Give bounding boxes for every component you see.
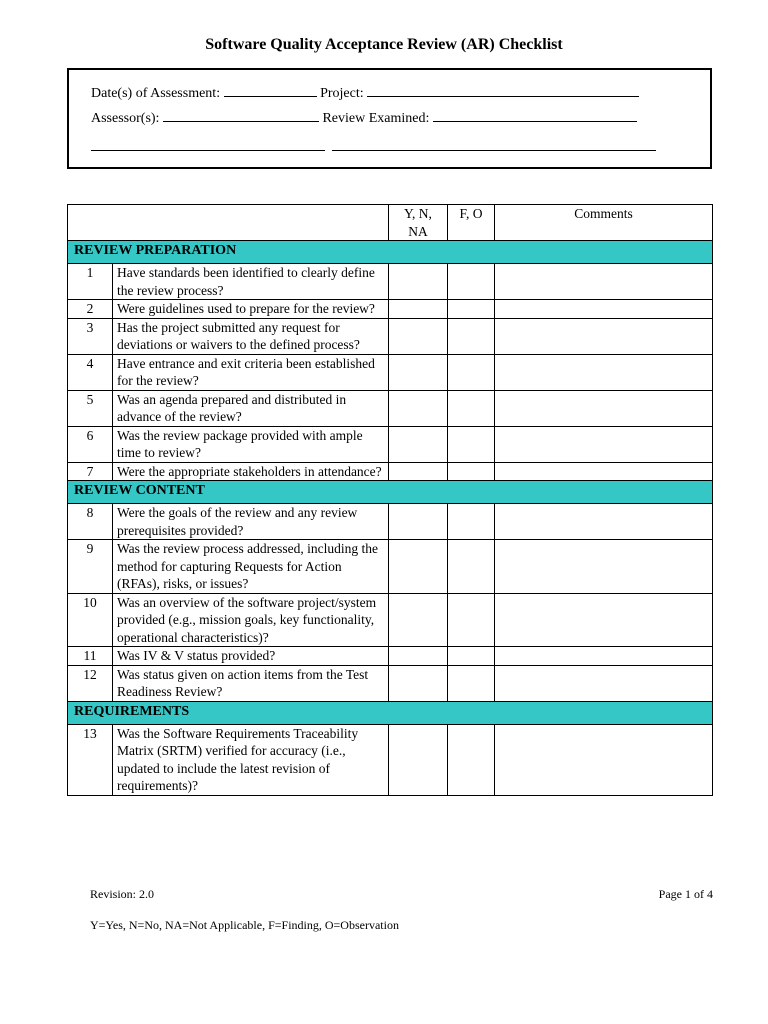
checklist-row xyxy=(68,354,713,390)
ynna-response-cell[interactable] xyxy=(389,647,448,666)
item-question: Was the review process addressed, including the method for capturing Requests for Action (RFAs), risks, or issues? xyxy=(113,540,389,594)
section-header-row xyxy=(68,481,713,504)
checklist-row xyxy=(68,462,713,481)
item-number: 7 xyxy=(68,462,113,481)
item-number: 1 xyxy=(68,264,113,300)
ynna-response-cell[interactable] xyxy=(389,593,448,647)
item-number: 2 xyxy=(68,300,113,319)
fo-response-cell[interactable] xyxy=(448,462,495,481)
comments-cell[interactable] xyxy=(495,264,713,300)
review-examined-label: Review Examined: xyxy=(322,111,430,126)
item-question: Were the appropriate stakeholders in attendance? xyxy=(113,462,389,481)
document-title: Software Quality Acceptance Review (AR) Checklist xyxy=(205,36,563,53)
ynna-response-cell[interactable] xyxy=(389,390,448,426)
comments-cell[interactable] xyxy=(495,354,713,390)
checklist-row xyxy=(68,665,713,701)
checklist-row xyxy=(68,390,713,426)
item-number: 12 xyxy=(68,665,113,701)
ynna-response-cell[interactable] xyxy=(389,540,448,594)
ynna-header: Y, N, NA xyxy=(389,205,448,241)
item-question: Was an agenda prepared and distributed in advance of the review? xyxy=(113,390,389,426)
comments-cell[interactable] xyxy=(495,665,713,701)
ynna-response-cell[interactable] xyxy=(389,300,448,319)
project-field[interactable] xyxy=(367,95,639,97)
item-number: 4 xyxy=(68,354,113,390)
ynna-response-cell[interactable] xyxy=(389,504,448,540)
item-number: 8 xyxy=(68,504,113,540)
ynna-response-cell[interactable] xyxy=(389,354,448,390)
ynna-response-cell[interactable] xyxy=(389,426,448,462)
fo-response-cell[interactable] xyxy=(448,354,495,390)
comments-cell[interactable] xyxy=(495,593,713,647)
comments-cell[interactable] xyxy=(495,390,713,426)
ynna-response-cell[interactable] xyxy=(389,724,448,795)
fo-response-cell[interactable] xyxy=(448,300,495,319)
checklist-row xyxy=(68,647,713,666)
checklist-row xyxy=(68,300,713,319)
item-question: Was status given on action items from the Test Readiness Review? xyxy=(113,665,389,701)
comments-cell[interactable] xyxy=(495,504,713,540)
comments-cell[interactable] xyxy=(495,462,713,481)
info-row-1 xyxy=(91,86,639,102)
section-title: REQUIREMENTS xyxy=(68,701,713,724)
checklist-row xyxy=(68,318,713,354)
fo-response-cell[interactable] xyxy=(448,504,495,540)
ynna-response-cell[interactable] xyxy=(389,318,448,354)
checklist-row xyxy=(68,504,713,540)
comments-header: Comments xyxy=(495,205,713,241)
fo-response-cell[interactable] xyxy=(448,540,495,594)
extra-field-line-left[interactable] xyxy=(91,150,325,151)
ynna-response-cell[interactable] xyxy=(389,665,448,701)
item-question: Have standards been identified to clearly define the review process? xyxy=(113,264,389,300)
fo-response-cell[interactable] xyxy=(448,426,495,462)
extra-field-line-right[interactable] xyxy=(332,150,656,151)
item-number: 3 xyxy=(68,318,113,354)
item-question: Was the review package provided with ample time to review? xyxy=(113,426,389,462)
review-examined-field[interactable] xyxy=(433,120,637,122)
item-question: Was IV & V status provided? xyxy=(113,647,389,666)
item-number: 5 xyxy=(68,390,113,426)
ynna-response-cell[interactable] xyxy=(389,264,448,300)
fo-response-cell[interactable] xyxy=(448,264,495,300)
checklist-row xyxy=(68,593,713,647)
item-question: Was an overview of the software project/system provided (e.g., mission goals, key functionality, operational characteristics)? xyxy=(113,593,389,647)
item-question: Were the goals of the review and any review prerequisites provided? xyxy=(113,504,389,540)
item-question: Have entrance and exit criteria been established for the review? xyxy=(113,354,389,390)
item-number: 13 xyxy=(68,724,113,795)
dates-label: Date(s) of Assessment: xyxy=(91,86,221,101)
fo-response-cell[interactable] xyxy=(448,724,495,795)
fo-header: F, O xyxy=(448,205,495,241)
item-number: 10 xyxy=(68,593,113,647)
assessment-info-box xyxy=(67,68,712,169)
fo-response-cell[interactable] xyxy=(448,665,495,701)
fo-response-cell[interactable] xyxy=(448,318,495,354)
comments-cell[interactable] xyxy=(495,318,713,354)
project-label: Project: xyxy=(320,86,364,101)
fo-response-cell[interactable] xyxy=(448,593,495,647)
assessor-field[interactable] xyxy=(163,120,319,122)
dates-field[interactable] xyxy=(224,95,317,97)
comments-cell[interactable] xyxy=(495,647,713,666)
checklist-row xyxy=(68,724,713,795)
ynna-response-cell[interactable] xyxy=(389,462,448,481)
item-number: 6 xyxy=(68,426,113,462)
fo-response-cell[interactable] xyxy=(448,647,495,666)
header-row xyxy=(68,205,713,241)
comments-cell[interactable] xyxy=(495,540,713,594)
section-header-row xyxy=(68,701,713,724)
item-number: 9 xyxy=(68,540,113,594)
checklist-row xyxy=(68,264,713,300)
comments-cell[interactable] xyxy=(495,724,713,795)
page-number: Page 1 of 4 xyxy=(658,887,713,901)
checklist-table xyxy=(67,204,713,796)
checklist-body xyxy=(68,241,713,796)
checklist-row xyxy=(68,540,713,594)
checklist-row xyxy=(68,426,713,462)
item-number: 11 xyxy=(68,647,113,666)
info-row-2 xyxy=(91,111,637,127)
comments-cell[interactable] xyxy=(495,426,713,462)
item-question: Was the Software Requirements Traceability Matrix (SRTM) verified for accuracy (i.e., updated to include the latest revision of requirements)? xyxy=(113,724,389,795)
fo-response-cell[interactable] xyxy=(448,390,495,426)
comments-cell[interactable] xyxy=(495,300,713,319)
legend-text: Y=Yes, N=No, NA=Not Applicable, F=Finding, O=Observation xyxy=(90,918,399,932)
section-title: REVIEW CONTENT xyxy=(68,481,713,504)
assessor-label: Assessor(s): xyxy=(91,111,160,126)
section-title: REVIEW PREPARATION xyxy=(68,241,713,264)
item-question: Were guidelines used to prepare for the review? xyxy=(113,300,389,319)
section-header-row xyxy=(68,241,713,264)
item-question: Has the project submitted any request for deviations or waivers to the defined process? xyxy=(113,318,389,354)
revision-label: Revision: 2.0 xyxy=(90,887,155,901)
